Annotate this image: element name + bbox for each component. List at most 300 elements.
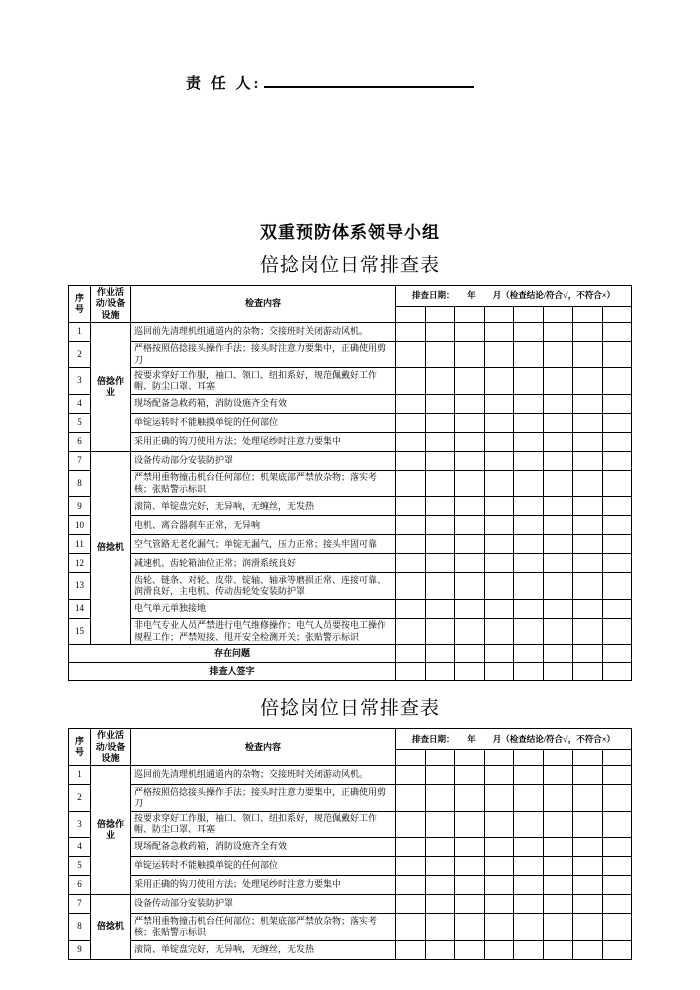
check-cell	[484, 811, 514, 838]
inspection-content: 电机、离合器刹车正常，无异响	[131, 516, 396, 535]
check-cell	[602, 322, 632, 341]
check-cell	[543, 876, 573, 895]
date-cell	[455, 749, 485, 765]
check-cell	[455, 470, 485, 497]
check-cell	[396, 322, 426, 341]
check-cell	[602, 394, 632, 413]
check-cell	[484, 368, 514, 395]
check-cell	[396, 838, 426, 857]
row-number: 6	[69, 876, 91, 895]
check-cell	[602, 785, 632, 812]
check-cell	[602, 341, 632, 368]
check-cell	[543, 940, 573, 959]
check-cell	[514, 451, 544, 470]
check-cell	[573, 857, 603, 876]
check-cell	[425, 766, 455, 785]
inspection-content: 严格按照倍捻接头操作手法；接头时注意力要集中，正确使用剪刀	[131, 341, 396, 368]
inspection-content: 现场配备急救药箱，消防设施齐全有效	[131, 394, 396, 413]
sheet-title-1: 倍捻岗位日常排查表	[259, 255, 440, 276]
check-cell	[543, 785, 573, 812]
date-cell	[602, 306, 632, 322]
group-label: 倍捻机	[91, 895, 131, 960]
check-cell	[514, 940, 544, 959]
check-cell	[425, 785, 455, 812]
check-cell	[484, 940, 514, 959]
check-cell	[455, 322, 485, 341]
check-cell	[484, 645, 514, 663]
check-cell	[573, 413, 603, 432]
table-row	[69, 554, 632, 573]
col-header-no: 序号	[69, 286, 91, 323]
check-cell	[396, 914, 426, 941]
check-cell	[425, 811, 455, 838]
row-number: 4	[69, 838, 91, 857]
inspection-table-2-wrapper	[68, 728, 632, 959]
check-cell	[455, 940, 485, 959]
inspection-content: 设备传动部分安装防护罩	[131, 451, 396, 470]
check-cell	[425, 645, 455, 663]
check-cell	[543, 516, 573, 535]
check-cell	[573, 914, 603, 941]
footer-label: 排查人签字	[69, 663, 396, 681]
date-cell	[396, 306, 426, 322]
check-cell	[573, 895, 603, 914]
check-cell	[514, 368, 544, 395]
check-cell	[573, 811, 603, 838]
date-cell	[543, 306, 573, 322]
table-row	[69, 368, 632, 395]
check-cell	[396, 341, 426, 368]
check-cell	[484, 341, 514, 368]
check-cell	[543, 645, 573, 663]
check-cell	[484, 876, 514, 895]
check-cell	[484, 663, 514, 681]
check-cell	[396, 497, 426, 516]
check-cell	[425, 470, 455, 497]
check-cell	[396, 470, 426, 497]
row-number: 14	[69, 599, 91, 618]
check-cell	[396, 618, 426, 645]
check-cell	[396, 573, 426, 600]
date-cell	[514, 749, 544, 765]
check-cell	[573, 470, 603, 497]
col-header-no: 序号	[69, 729, 91, 766]
check-cell	[602, 535, 632, 554]
check-cell	[573, 497, 603, 516]
check-cell	[455, 341, 485, 368]
date-cell	[425, 749, 455, 765]
table-row	[69, 573, 632, 600]
check-cell	[455, 876, 485, 895]
check-cell	[514, 322, 544, 341]
check-cell	[543, 895, 573, 914]
check-cell	[425, 914, 455, 941]
check-cell	[573, 838, 603, 857]
check-cell	[425, 554, 455, 573]
check-cell	[425, 663, 455, 681]
check-cell	[396, 876, 426, 895]
inspection-content: 非电气专业人员严禁进行电气维修操作；电气人员要按电工操作规程工作；严禁短接、甩开安全检测开关；张贴警示标识	[131, 618, 396, 645]
table-row	[69, 470, 632, 497]
inspection-content: 设备传动部分安装防护罩	[131, 895, 396, 914]
check-cell	[484, 470, 514, 497]
check-cell	[484, 766, 514, 785]
inspection-content: 按要求穿好工作服，袖口、领口、纽扣系好，规范佩戴好工作帽、防尘口罩、耳塞	[131, 368, 396, 395]
check-cell	[484, 599, 514, 618]
check-cell	[573, 535, 603, 554]
check-cell	[573, 618, 603, 645]
row-number: 5	[69, 857, 91, 876]
group-label: 倍捻作业	[91, 322, 131, 451]
inspection-content: 按要求穿好工作服，袖口、领口、纽扣系好，规范佩戴好工作帽、防尘口罩、耳塞	[131, 811, 396, 838]
check-cell	[484, 914, 514, 941]
check-cell	[484, 535, 514, 554]
check-cell	[514, 599, 544, 618]
check-cell	[396, 516, 426, 535]
check-cell	[396, 895, 426, 914]
table-row	[69, 766, 632, 785]
check-cell	[602, 573, 632, 600]
table-row	[69, 535, 632, 554]
table-row	[69, 516, 632, 535]
check-cell	[425, 341, 455, 368]
check-cell	[602, 470, 632, 497]
table-row	[69, 432, 632, 451]
check-cell	[484, 497, 514, 516]
row-number: 2	[69, 341, 91, 368]
date-cell	[602, 749, 632, 765]
row-number: 12	[69, 554, 91, 573]
check-cell	[573, 645, 603, 663]
check-cell	[543, 451, 573, 470]
check-cell	[396, 394, 426, 413]
check-cell	[573, 432, 603, 451]
inspection-content: 齿轮、链条、对轮、皮带、锭轴、轴承等磨损正常、连接可靠、润滑良好，主电机、传动齿轮处安装防护罩	[131, 573, 396, 600]
check-cell	[455, 618, 485, 645]
date-cell	[396, 749, 426, 765]
row-number: 9	[69, 940, 91, 959]
header-row	[69, 729, 632, 750]
row-number: 5	[69, 413, 91, 432]
table-row	[69, 876, 632, 895]
check-cell	[425, 368, 455, 395]
check-cell	[514, 645, 544, 663]
check-cell	[602, 645, 632, 663]
check-cell	[455, 497, 485, 516]
check-cell	[543, 663, 573, 681]
date-cell	[573, 749, 603, 765]
check-cell	[602, 554, 632, 573]
check-cell	[602, 368, 632, 395]
check-cell	[602, 599, 632, 618]
check-cell	[425, 413, 455, 432]
date-cell	[543, 749, 573, 765]
check-cell	[514, 811, 544, 838]
check-cell	[425, 497, 455, 516]
inspection-content: 空气管路无老化漏气；单锭无漏气，压力正常；接头牢固可靠	[131, 535, 396, 554]
inspection-content: 电气单元单独接地	[131, 599, 396, 618]
table-row	[69, 838, 632, 857]
row-number: 6	[69, 432, 91, 451]
check-cell	[573, 785, 603, 812]
check-cell	[514, 876, 544, 895]
date-cell	[425, 306, 455, 322]
check-cell	[484, 573, 514, 600]
sheet-title-2: 倍捻岗位日常排查表	[259, 698, 440, 720]
inspection-content: 采用正确的钩刀使用方法；处理尾纱时注意力要集中	[131, 876, 396, 895]
check-cell	[543, 618, 573, 645]
check-cell	[484, 554, 514, 573]
check-cell	[543, 914, 573, 941]
inspection-table-1-wrapper	[68, 285, 632, 681]
inspection-table	[68, 728, 632, 959]
inspection-content: 巡回前先清理机组通道内的杂物；交接班时关闭游动风机。	[131, 322, 396, 341]
check-cell	[543, 322, 573, 341]
check-cell	[602, 497, 632, 516]
check-cell	[455, 838, 485, 857]
check-cell	[602, 895, 632, 914]
footer-row	[69, 645, 632, 663]
check-cell	[573, 573, 603, 600]
check-cell	[514, 838, 544, 857]
check-cell	[396, 785, 426, 812]
check-cell	[396, 554, 426, 573]
check-cell	[602, 663, 632, 681]
table-row	[69, 413, 632, 432]
check-cell	[425, 451, 455, 470]
check-cell	[455, 516, 485, 535]
check-cell	[455, 554, 485, 573]
check-cell	[425, 838, 455, 857]
check-cell	[455, 451, 485, 470]
table-row	[69, 785, 632, 812]
check-cell	[602, 766, 632, 785]
date-cell	[573, 306, 603, 322]
row-number: 2	[69, 785, 91, 812]
check-cell	[514, 554, 544, 573]
org-title: 双重预防体系领导小组	[260, 223, 440, 242]
table-row	[69, 857, 632, 876]
check-cell	[514, 618, 544, 645]
check-cell	[484, 785, 514, 812]
check-cell	[396, 645, 426, 663]
check-cell	[425, 535, 455, 554]
check-cell	[514, 785, 544, 812]
check-cell	[396, 940, 426, 959]
check-cell	[573, 451, 603, 470]
inspection-content: 减速机、齿轮箱油位正常；润滑系统良好	[131, 554, 396, 573]
check-cell	[543, 497, 573, 516]
check-cell	[514, 413, 544, 432]
check-cell	[573, 516, 603, 535]
check-cell	[573, 599, 603, 618]
check-cell	[425, 618, 455, 645]
col-header-date: 排查日期： 年 月（检查结论/符合√，不符合×）	[396, 729, 632, 750]
inspection-content: 采用正确的钩刀使用方法；处理尾纱时注意力要集中	[131, 432, 396, 451]
check-cell	[573, 341, 603, 368]
col-header-date: 排查日期： 年 月（检查结论/符合√，不符合×）	[396, 286, 632, 307]
check-cell	[396, 811, 426, 838]
check-cell	[573, 394, 603, 413]
check-cell	[602, 451, 632, 470]
inspection-content: 严禁用重物撞击机台任何部位；机架底部严禁放杂物；落实考核；张贴警示标识	[131, 914, 396, 941]
check-cell	[425, 857, 455, 876]
check-cell	[455, 811, 485, 838]
check-cell	[484, 432, 514, 451]
check-cell	[514, 535, 544, 554]
col-header-content: 检查内容	[131, 729, 396, 766]
check-cell	[425, 895, 455, 914]
check-cell	[602, 876, 632, 895]
table-row	[69, 394, 632, 413]
check-cell	[514, 497, 544, 516]
check-cell	[425, 940, 455, 959]
header-row	[69, 286, 632, 307]
row-number: 7	[69, 451, 91, 470]
check-cell	[455, 413, 485, 432]
check-cell	[602, 811, 632, 838]
check-cell	[543, 470, 573, 497]
inspection-content: 单锭运转时不能触摸单锭的任何部位	[131, 857, 396, 876]
check-cell	[543, 857, 573, 876]
check-cell	[573, 322, 603, 341]
check-cell	[455, 394, 485, 413]
check-cell	[484, 394, 514, 413]
check-cell	[396, 535, 426, 554]
group-label: 倍捻作业	[91, 766, 131, 895]
row-number: 13	[69, 573, 91, 600]
row-number: 9	[69, 497, 91, 516]
responsible-person-label: 责 任 人:	[186, 76, 262, 92]
check-cell	[514, 663, 544, 681]
check-cell	[455, 785, 485, 812]
inspection-content: 滚筒、单锭盘完好，无异响，无缠丝，无发热	[131, 497, 396, 516]
check-cell	[514, 857, 544, 876]
table-row	[69, 940, 632, 959]
check-cell	[455, 766, 485, 785]
table-row	[69, 811, 632, 838]
check-cell	[543, 811, 573, 838]
check-cell	[396, 857, 426, 876]
check-cell	[455, 368, 485, 395]
check-cell	[455, 857, 485, 876]
check-cell	[573, 663, 603, 681]
check-cell	[484, 857, 514, 876]
check-cell	[543, 573, 573, 600]
check-cell	[484, 838, 514, 857]
check-cell	[425, 322, 455, 341]
inspection-content: 滚筒、单锭盘完好，无异响，无缠丝，无发热	[131, 940, 396, 959]
inspection-content: 严禁用重物撞击机台任何部位；机架底部严禁放杂物；落实考核；张贴警示标识	[131, 470, 396, 497]
col-header-activity: 作业活动/设备设施	[91, 286, 131, 323]
check-cell	[573, 766, 603, 785]
check-cell	[425, 876, 455, 895]
check-cell	[573, 876, 603, 895]
check-cell	[425, 394, 455, 413]
check-cell	[484, 618, 514, 645]
check-cell	[455, 432, 485, 451]
group-label: 倍捻机	[91, 451, 131, 645]
check-cell	[396, 368, 426, 395]
row-number: 7	[69, 895, 91, 914]
check-cell	[543, 554, 573, 573]
check-cell	[455, 645, 485, 663]
check-cell	[396, 413, 426, 432]
check-cell	[602, 940, 632, 959]
check-cell	[573, 368, 603, 395]
row-number: 3	[69, 368, 91, 395]
check-cell	[425, 432, 455, 451]
check-cell	[396, 599, 426, 618]
check-cell	[484, 895, 514, 914]
inspection-table	[68, 285, 632, 681]
check-cell	[543, 432, 573, 451]
check-cell	[514, 341, 544, 368]
check-cell	[543, 394, 573, 413]
row-number: 15	[69, 618, 91, 645]
check-cell	[514, 432, 544, 451]
check-cell	[425, 599, 455, 618]
check-cell	[514, 470, 544, 497]
check-cell	[425, 516, 455, 535]
check-cell	[455, 914, 485, 941]
check-cell	[514, 516, 544, 535]
inspection-content: 巡回前先清理机组通道内的杂物；交接班时关闭游动风机。	[131, 766, 396, 785]
table-row	[69, 451, 632, 470]
check-cell	[455, 895, 485, 914]
check-cell	[455, 573, 485, 600]
row-number: 11	[69, 535, 91, 554]
check-cell	[543, 341, 573, 368]
table-row	[69, 322, 632, 341]
check-cell	[573, 940, 603, 959]
table-row	[69, 497, 632, 516]
table-row	[69, 914, 632, 941]
check-cell	[514, 766, 544, 785]
check-cell	[455, 599, 485, 618]
check-cell	[543, 413, 573, 432]
table-row	[69, 341, 632, 368]
check-cell	[573, 554, 603, 573]
check-cell	[543, 599, 573, 618]
check-cell	[602, 914, 632, 941]
check-cell	[543, 535, 573, 554]
table-row	[69, 599, 632, 618]
table-row	[69, 895, 632, 914]
check-cell	[484, 516, 514, 535]
check-cell	[396, 663, 426, 681]
row-number: 1	[69, 322, 91, 341]
check-cell	[602, 838, 632, 857]
inspection-content: 严格按照倍捻接头操作手法；接头时注意力要集中，正确使用剪刀	[131, 785, 396, 812]
check-cell	[425, 573, 455, 600]
row-number: 10	[69, 516, 91, 535]
check-cell	[602, 432, 632, 451]
check-cell	[543, 838, 573, 857]
check-cell	[602, 618, 632, 645]
check-cell	[514, 914, 544, 941]
responsible-person-line	[186, 72, 700, 94]
date-cell	[484, 749, 514, 765]
footer-row	[69, 663, 632, 681]
inspection-content: 现场配备急救药箱，消防设施齐全有效	[131, 838, 396, 857]
date-cell	[514, 306, 544, 322]
check-cell	[484, 322, 514, 341]
row-number: 1	[69, 766, 91, 785]
check-cell	[543, 766, 573, 785]
check-cell	[514, 394, 544, 413]
check-cell	[396, 432, 426, 451]
